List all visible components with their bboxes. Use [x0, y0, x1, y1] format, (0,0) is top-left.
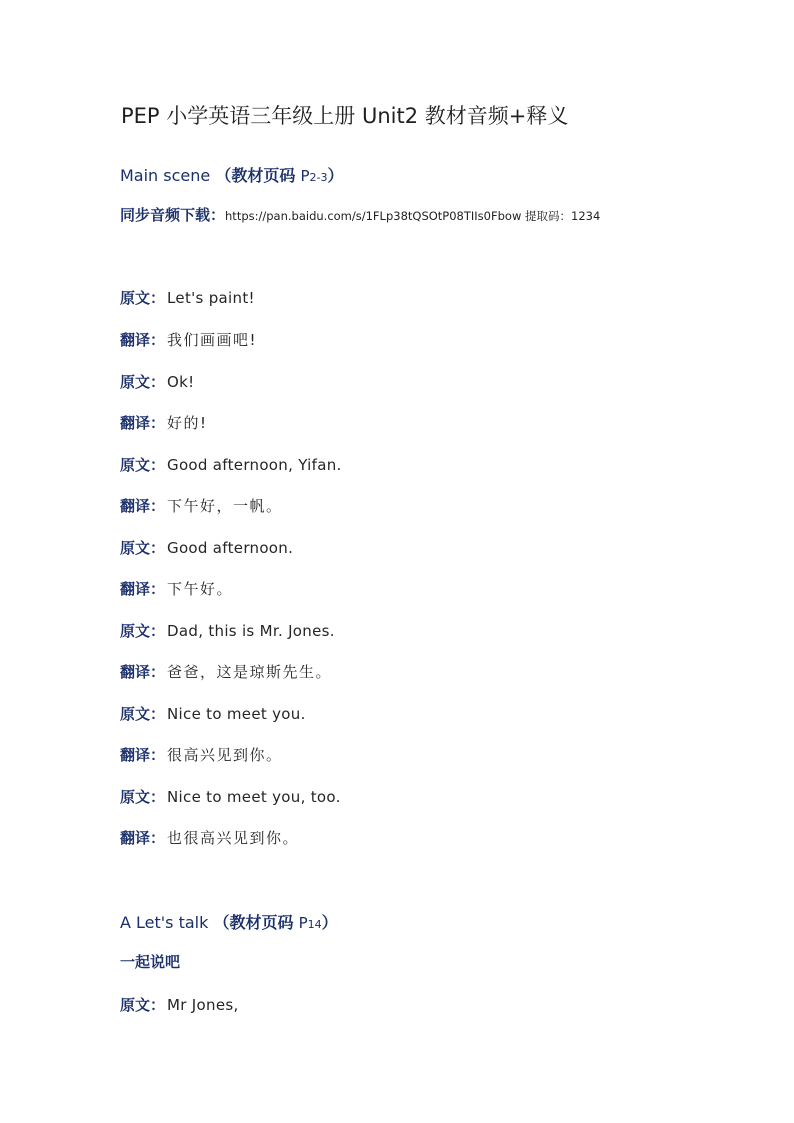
translation-label: 翻译 — [120, 414, 151, 432]
page-prefix: P — [300, 167, 310, 185]
section-name: Main scene — [120, 166, 211, 185]
colon: ： — [150, 373, 166, 391]
line-text: Good afternoon, Yifan. — [167, 456, 342, 474]
colon: ： — [150, 580, 166, 598]
original-label: 原文 — [120, 289, 151, 307]
page-label: 教材页码 — [231, 166, 296, 185]
colon: ： — [150, 996, 166, 1014]
section-heading-main-scene — [120, 163, 344, 186]
original-label: 原文 — [120, 788, 151, 806]
translation-label: 翻译 — [120, 331, 151, 349]
line-text: 我们画画吧! — [167, 331, 258, 349]
audio-download-line — [120, 204, 600, 225]
page-number: 14 — [307, 918, 322, 931]
colon: ： — [150, 746, 166, 764]
paren-open: （ — [215, 166, 232, 185]
line-text: 爸爸，这是琼斯先生。 — [167, 663, 333, 681]
original-label: 原文 — [120, 539, 151, 557]
paren-close: ） — [327, 166, 344, 185]
page-label: 教材页码 — [229, 913, 294, 932]
translation-label: 翻译 — [120, 746, 151, 764]
line-translation — [120, 412, 208, 433]
section-heading-lets-talk — [120, 910, 338, 933]
line-text: 好的! — [167, 414, 208, 432]
original-label: 原文 — [120, 705, 151, 723]
colon: ： — [150, 497, 166, 515]
line-text: Dad, this is Mr. Jones. — [167, 622, 335, 640]
paren-open: （ — [213, 913, 230, 932]
colon: ： — [150, 539, 166, 557]
colon: ： — [150, 788, 166, 806]
original-label: 原文 — [120, 456, 151, 474]
line-original — [120, 454, 342, 475]
colon: ： — [150, 414, 166, 432]
line-original — [120, 703, 306, 724]
colon: ： — [150, 622, 166, 640]
download-link[interactable]: https://pan.baidu.com/s/1FLp38tQSOtP08TIIs0Fbow 提取码：1234 — [225, 209, 601, 223]
line-translation — [120, 827, 299, 848]
line-text: 很高兴见到你。 — [167, 746, 283, 764]
translation-label: 翻译 — [120, 829, 151, 847]
download-label: 同步音频下载： — [120, 206, 226, 224]
original-label: 原文 — [120, 996, 151, 1014]
line-original — [120, 287, 255, 308]
subheading: 一起说吧 — [120, 953, 181, 971]
page-prefix: P — [298, 914, 308, 932]
line-original — [120, 786, 341, 807]
line-text: Let's paint! — [167, 289, 255, 307]
line-translation — [120, 495, 283, 516]
line-text: Nice to meet you. — [167, 705, 306, 723]
line-text: 也很高兴见到你。 — [167, 829, 300, 847]
line-original — [120, 994, 239, 1015]
colon: ： — [150, 289, 166, 307]
line-text: 下午好，一帆。 — [167, 497, 283, 515]
translation-label: 翻译 — [120, 580, 151, 598]
line-text: Ok! — [167, 373, 195, 391]
colon: ： — [150, 705, 166, 723]
colon: ： — [150, 456, 166, 474]
page-title: PEP 小学英语三年级上册 Unit2 教材音频+释义 — [121, 104, 569, 128]
line-text: Nice to meet you, too. — [167, 788, 341, 806]
line-text: Mr Jones, — [167, 996, 239, 1014]
paren-close: ） — [321, 913, 338, 932]
original-label: 原文 — [120, 373, 151, 391]
original-label: 原文 — [120, 622, 151, 640]
line-original — [120, 371, 194, 392]
colon: ： — [150, 829, 166, 847]
line-text: Good afternoon. — [167, 539, 294, 557]
line-text: 下午好。 — [167, 580, 234, 598]
line-translation — [120, 329, 257, 350]
colon: ： — [150, 331, 166, 349]
line-translation — [120, 744, 283, 765]
translation-label: 翻译 — [120, 497, 151, 515]
translation-label: 翻译 — [120, 663, 151, 681]
line-translation — [120, 578, 233, 599]
line-original — [120, 620, 335, 641]
section-name: A Let's talk — [120, 913, 209, 932]
page-number: 2-3 — [309, 171, 328, 184]
colon: ： — [150, 663, 166, 681]
line-original — [120, 537, 293, 558]
line-translation — [120, 661, 332, 682]
